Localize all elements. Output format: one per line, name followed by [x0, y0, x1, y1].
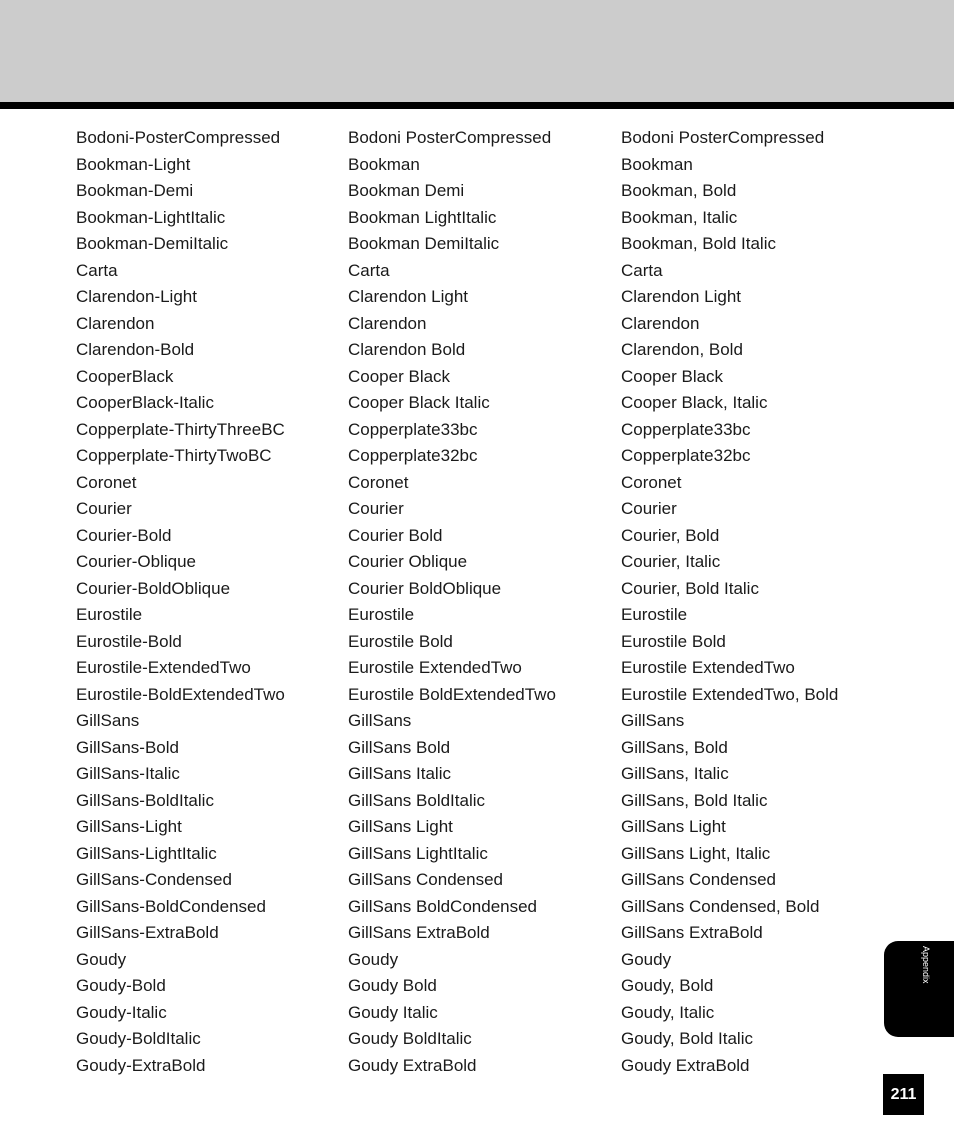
font-name-entry: GillSans-Italic	[76, 764, 180, 783]
font-name-entry: Courier BoldOblique	[348, 578, 502, 598]
font-name-entry: Eurostile	[348, 605, 415, 624]
font-name-entry: GillSans Italic	[348, 764, 451, 783]
font-name-entry: Bookman, Italic	[621, 207, 738, 227]
font-name-entry: Goudy	[621, 949, 672, 969]
font-name-entry: Clarendon-Light	[76, 287, 197, 306]
page-number: 211	[890, 1085, 917, 1103]
font-name-entry: GillSans LightItalic	[348, 843, 488, 863]
font-name-entry: Clarendon Light	[348, 287, 469, 306]
font-name-entry: GillSans ExtraBold	[348, 923, 490, 942]
header-band	[0, 0, 954, 102]
font-name-entry: GillSans-ExtraBold	[76, 923, 219, 942]
font-name-entry: Courier, Bold	[621, 525, 720, 545]
font-name-entry: GillSans, Bold Italic	[621, 790, 768, 810]
font-name-entry: GillSans-BoldCondensed	[76, 896, 266, 916]
font-name-entry: Bookman-Demi	[76, 181, 194, 200]
font-name-entry: Goudy ExtraBold	[621, 1055, 750, 1075]
appendix-tab-label: Appendix	[921, 946, 931, 984]
font-name-entry: Eurostile	[621, 605, 688, 624]
font-name-entry: CooperBlack-Italic	[76, 393, 214, 412]
font-name-entry: GillSans Bold	[348, 737, 451, 757]
font-name-entry: GillSans, Italic	[621, 764, 729, 783]
font-name-entry: Carta	[76, 260, 118, 280]
font-name-column-2	[348, 125, 556, 1079]
font-name-entry: Carta	[621, 260, 663, 280]
font-name-entry: Copperplate-ThirtyThreeBC	[76, 419, 285, 439]
font-name-entry: Courier, Bold Italic	[621, 578, 759, 598]
font-name-entry: Goudy, Bold	[621, 976, 714, 995]
font-name-entry: Clarendon Light	[621, 287, 742, 306]
appendix-tab	[884, 941, 954, 1037]
font-name-entry: Eurostile Bold	[621, 631, 726, 651]
font-name-entry: Coronet	[621, 472, 682, 492]
font-name-entry: Eurostile ExtendedTwo	[348, 658, 522, 677]
font-name-entry: Clarendon	[621, 313, 700, 333]
font-name-entry: GillSans Condensed	[348, 870, 503, 889]
font-name-entry: Bookman, Bold Italic	[621, 234, 776, 253]
font-name-entry: GillSans-Condensed	[76, 870, 232, 889]
font-name-entry: Bookman-DemiItalic	[76, 234, 229, 253]
font-name-entry: Copperplate33bc	[348, 419, 478, 439]
font-name-entry: Cooper Black Italic	[348, 393, 490, 412]
font-name-entry: GillSans Light	[348, 817, 453, 836]
font-name-entry: Bodoni PosterCompressed	[348, 128, 552, 147]
font-name-entry: GillSans ExtraBold	[621, 923, 763, 942]
font-name-entry: Bodoni PosterCompressed	[621, 128, 825, 147]
font-name-entry: Bookman LightItalic	[348, 207, 497, 227]
font-name-column-3	[621, 125, 838, 1079]
font-name-entry: Goudy, Italic	[621, 1002, 715, 1022]
font-name-entry: Eurostile-BoldExtendedTwo	[76, 684, 285, 704]
font-name-entry: Courier	[348, 499, 404, 518]
font-name-entry: Goudy BoldItalic	[348, 1029, 472, 1048]
font-name-entry: Goudy, Bold Italic	[621, 1029, 753, 1048]
font-name-entry: Courier	[76, 499, 132, 518]
font-name-entry: Goudy-BoldItalic	[76, 1029, 201, 1048]
font-name-entry: Goudy-ExtraBold	[76, 1055, 206, 1075]
font-name-entry: Courier-Oblique	[76, 552, 196, 571]
font-name-entry: GillSans BoldItalic	[348, 790, 486, 810]
font-name-entry: GillSans Light	[621, 817, 726, 836]
font-name-entry: GillSans-Bold	[76, 737, 179, 757]
font-name-entry: Bookman, Bold	[621, 181, 737, 200]
font-name-entry: Goudy-Bold	[76, 976, 166, 995]
font-name-entry: Goudy	[348, 949, 399, 969]
font-name-entry: Eurostile-Bold	[76, 631, 182, 651]
font-name-entry: Carta	[348, 260, 390, 280]
font-name-entry: Cooper Black	[621, 366, 724, 386]
header-rule	[0, 102, 954, 109]
font-name-entry: Bookman DemiItalic	[348, 234, 500, 253]
font-name-entry: Bookman	[621, 154, 693, 174]
font-name-entry: GillSans	[621, 711, 685, 730]
font-name-entry: Courier-BoldOblique	[76, 578, 231, 598]
font-name-entry: GillSans Condensed	[621, 870, 776, 889]
font-name-entry: Bookman Demi	[348, 181, 465, 200]
font-name-entry: GillSans BoldCondensed	[348, 896, 538, 916]
font-name-column-1	[76, 125, 285, 1079]
font-name-entry: Bookman-Light	[76, 154, 191, 174]
font-name-entry: Cooper Black	[348, 366, 451, 386]
font-name-entry: Goudy Bold	[348, 976, 437, 995]
font-name-entry: Courier Oblique	[348, 552, 468, 571]
font-name-entry: Goudy	[76, 949, 127, 969]
font-name-entry: Goudy ExtraBold	[348, 1055, 477, 1075]
font-name-entry: Bookman	[348, 154, 420, 174]
font-name-entry: Cooper Black, Italic	[621, 393, 768, 412]
font-name-entry: Eurostile	[76, 605, 143, 624]
font-name-entry: Coronet	[76, 472, 137, 492]
font-name-entry: Goudy Italic	[348, 1002, 438, 1022]
font-name-entry: Clarendon	[348, 313, 427, 333]
font-name-entry: GillSans	[348, 711, 412, 730]
font-name-entry: Clarendon, Bold	[621, 340, 743, 359]
font-name-entry: Bodoni-PosterCompressed	[76, 128, 281, 147]
font-name-entry: Clarendon	[76, 313, 155, 333]
font-name-entry: Copperplate32bc	[621, 446, 751, 465]
font-name-entry: Courier-Bold	[76, 525, 172, 545]
font-name-entry: Eurostile ExtendedTwo	[621, 658, 795, 677]
font-name-entry: CooperBlack	[76, 366, 174, 386]
font-name-entry: Copperplate-ThirtyTwoBC	[76, 446, 272, 465]
font-name-entry: GillSans	[76, 711, 140, 730]
font-name-entry: Copperplate32bc	[348, 446, 478, 465]
font-name-entry: Bookman-LightItalic	[76, 207, 226, 227]
page-number-box	[883, 1074, 924, 1115]
font-name-entry: Courier	[621, 499, 677, 518]
font-name-entry: Eurostile Bold	[348, 631, 453, 651]
font-name-entry: GillSans-Light	[76, 817, 182, 836]
font-name-entry: Clarendon-Bold	[76, 340, 195, 359]
font-name-entry: GillSans-BoldItalic	[76, 790, 214, 810]
font-name-entry: GillSans-LightItalic	[76, 843, 217, 863]
font-name-entry: Clarendon Bold	[348, 340, 466, 359]
font-name-entry: Eurostile BoldExtendedTwo	[348, 684, 556, 704]
font-name-entry: GillSans Light, Italic	[621, 843, 771, 863]
font-name-entry: Copperplate33bc	[621, 419, 751, 439]
font-name-entry: Courier, Italic	[621, 552, 721, 571]
font-name-entry: Coronet	[348, 472, 409, 492]
font-name-entry: GillSans, Bold	[621, 737, 728, 757]
font-name-entry: GillSans Condensed, Bold	[621, 896, 820, 916]
font-name-entry: Goudy-Italic	[76, 1002, 167, 1022]
font-name-entry: Courier Bold	[348, 525, 443, 545]
font-name-entry: Eurostile-ExtendedTwo	[76, 658, 251, 677]
font-name-entry: Eurostile ExtendedTwo, Bold	[621, 684, 839, 704]
